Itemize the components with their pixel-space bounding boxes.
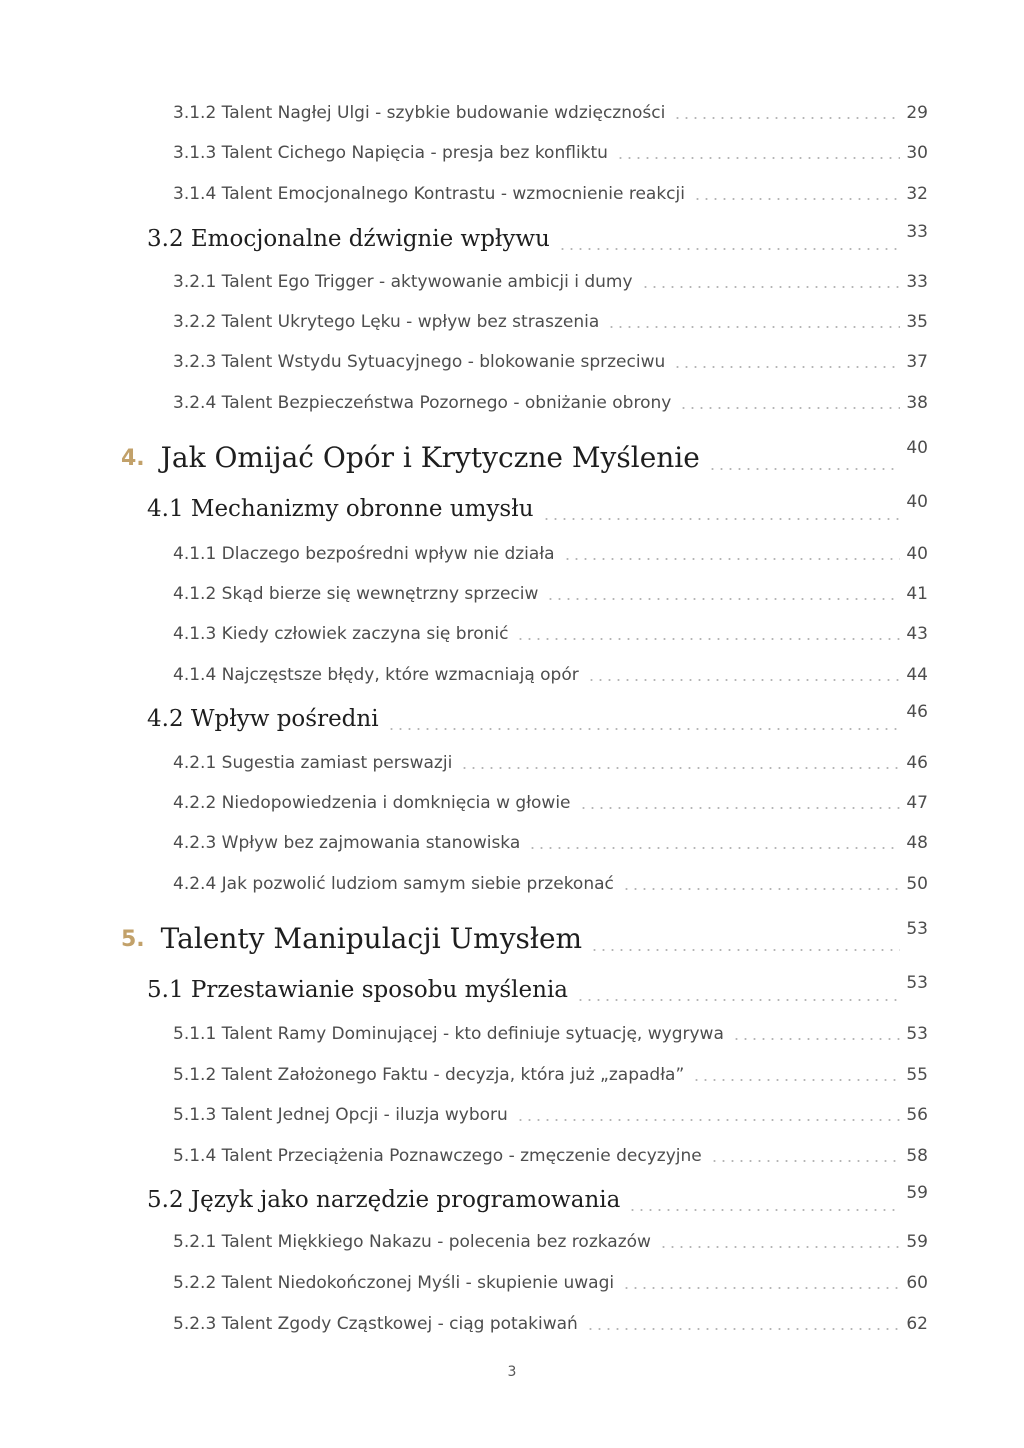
leader-dots — [587, 679, 901, 681]
toc-entry-label: 4.1.2 Skąd bierze się wewnętrzny sprzeciw — [173, 584, 539, 604]
toc-entry[interactable] — [173, 309, 928, 333]
toc-entry-page: 43 — [906, 624, 928, 644]
toc-entry-page: 47 — [906, 793, 928, 813]
leader-dots — [641, 286, 901, 288]
toc-entry-label: 5.2.2 Talent Niedokończonej Myśli - skupienie uwagi — [173, 1273, 615, 1293]
leader-dots — [542, 518, 901, 520]
toc-entry-page: 40 — [906, 544, 928, 564]
toc-entry-label: 3.2.4 Talent Bezpieczeństwa Pozornego - obniżanie obrony — [173, 393, 672, 413]
toc-entry[interactable] — [173, 662, 928, 686]
leader-dots — [387, 728, 901, 730]
leader-dots — [673, 366, 900, 368]
leader-dots — [708, 468, 901, 470]
toc-entry-label: 3.1.4 Talent Emocjonalnego Kontrastu - wzmocnienie reakcji — [173, 184, 685, 204]
toc-entry-page: 62 — [906, 1314, 928, 1334]
toc-chapter-page: 40 — [906, 438, 928, 458]
toc-entry-label: 4.1.3 Kiedy człowiek zaczyna się bronić — [173, 624, 509, 644]
toc-chapter-label: Talenty Manipulacji Umysłem — [160, 922, 583, 955]
leader-dots — [516, 1119, 901, 1121]
toc-entry[interactable] — [173, 541, 928, 565]
toc-entry-page: 56 — [906, 1105, 928, 1125]
toc-entry-label: 3.2.2 Talent Ukrytego Lęku - wpływ bez straszenia — [173, 312, 600, 332]
toc-entry-label: 5.1.3 Talent Jednej Opcji - iluzja wyboru — [173, 1105, 508, 1125]
toc-section[interactable] — [147, 1183, 928, 1215]
leader-dots — [679, 407, 900, 409]
toc-entry-page: 32 — [906, 184, 928, 204]
leader-dots — [558, 248, 900, 250]
toc-section[interactable] — [147, 702, 928, 734]
toc-entry-label: 5.1.2 Talent Założonego Faktu - decyzja, która już „zapadła” — [173, 1065, 685, 1085]
toc-entry-page: 38 — [906, 393, 928, 413]
toc-entry-page: 46 — [906, 753, 928, 773]
toc-entry[interactable] — [173, 750, 928, 774]
toc-entry-label: 4.1.4 Najczęstsze błędy, które wzmacniają opór — [173, 665, 579, 685]
toc-entry-label: 4.2.2 Niedopowiedzenia i domknięcia w głowie — [173, 793, 571, 813]
toc-entry-page: 29 — [906, 103, 928, 123]
leader-dots — [659, 1246, 900, 1248]
toc-chapter-page: 53 — [906, 919, 928, 939]
toc-section-page: 59 — [906, 1183, 928, 1203]
leader-dots — [516, 638, 900, 640]
toc-entry[interactable] — [173, 871, 928, 895]
toc-entry[interactable] — [173, 1311, 928, 1335]
chapter-number: 4. — [121, 446, 145, 471]
toc-entry[interactable] — [173, 269, 928, 293]
leader-dots — [590, 949, 900, 951]
toc-entry-label: 4.1.1 Dlaczego bezpośredni wpływ nie działa — [173, 544, 555, 564]
toc-entry-page: 44 — [906, 665, 928, 685]
toc-entry[interactable] — [173, 830, 928, 854]
toc-entry-label: 4.2.3 Wpływ bez zajmowania stanowiska — [173, 833, 521, 853]
chapter-number: 5. — [121, 927, 145, 952]
toc-entry-page: 55 — [906, 1065, 928, 1085]
leader-dots — [460, 767, 900, 769]
toc-chapter-label: Jak Omijać Opór i Krytyczne Myślenie — [160, 441, 700, 474]
toc-entry-page: 33 — [906, 272, 928, 292]
toc-entry[interactable] — [173, 1102, 928, 1126]
toc-entry-label: 5.1.4 Talent Przeciążenia Poznawczego - zmęczenie decyzyjne — [173, 1146, 702, 1166]
toc-entry-label: 4.2.1 Sugestia zamiast perswazji — [173, 753, 453, 773]
toc-chapter[interactable] — [121, 917, 928, 957]
toc-entry[interactable] — [173, 140, 928, 164]
toc-entry[interactable] — [173, 1062, 928, 1086]
toc-entry-label: 3.2.1 Talent Ego Trigger - aktywowanie ambicji i dumy — [173, 272, 633, 292]
toc-entry-page: 59 — [906, 1232, 928, 1252]
toc-section-page: 33 — [906, 222, 928, 242]
toc-entry-page: 35 — [906, 312, 928, 332]
toc-entry-label: 3.1.3 Talent Cichego Napięcia - presja bez konfliktu — [173, 143, 608, 163]
toc-entry-label: 5.2.3 Talent Zgody Cząstkowej - ciąg potakiwań — [173, 1314, 578, 1334]
leader-dots — [616, 157, 900, 159]
toc-entry[interactable] — [173, 181, 928, 205]
toc-entry[interactable] — [173, 390, 928, 414]
toc-entry-page: 30 — [906, 143, 928, 163]
toc-section-label: 5.2 Język jako narzędzie programowania — [147, 1187, 621, 1213]
leader-dots — [673, 117, 900, 119]
toc-section[interactable] — [147, 973, 928, 1005]
toc-section[interactable] — [147, 492, 928, 524]
toc-entry-label: 5.2.1 Talent Miękkiego Nakazu - polecenia bez rozkazów — [173, 1232, 651, 1252]
toc-entry-label: 5.1.1 Talent Ramy Dominującej - kto definiuje sytuację, wygrywa — [173, 1024, 724, 1044]
page-number: 3 — [507, 1364, 517, 1380]
toc-section-page: 46 — [906, 702, 928, 722]
toc-entry[interactable] — [173, 100, 928, 124]
toc-entry[interactable] — [173, 349, 928, 373]
leader-dots — [622, 888, 900, 890]
leader-dots — [579, 807, 901, 809]
leader-dots — [607, 326, 900, 328]
leader-dots — [628, 1209, 900, 1211]
toc-section-label: 5.1 Przestawianie sposobu myślenia — [147, 977, 569, 1003]
toc-section-label: 3.2 Emocjonalne dźwignie wpływu — [147, 226, 550, 252]
toc-entry-label: 3.2.3 Talent Wstydu Sytuacyjnego - blokowanie sprzeciwu — [173, 352, 666, 372]
toc-entry[interactable] — [173, 581, 928, 605]
toc-chapter[interactable] — [121, 436, 928, 476]
leader-dots — [732, 1038, 901, 1040]
toc-entry-page: 37 — [906, 352, 928, 372]
toc-entry[interactable] — [173, 790, 928, 814]
leader-dots — [586, 1328, 901, 1330]
toc-entry-page: 60 — [906, 1273, 928, 1293]
leader-dots — [710, 1160, 901, 1162]
toc-entry-label: 4.2.4 Jak pozwolić ludziom samym siebie przekonać — [173, 874, 614, 894]
leader-dots — [693, 198, 900, 200]
toc-entry-page: 41 — [906, 584, 928, 604]
toc-entry-page: 48 — [906, 833, 928, 853]
toc-entry[interactable] — [173, 1229, 928, 1253]
toc-section-label: 4.2 Wpływ pośredni — [147, 706, 379, 732]
leader-dots — [622, 1287, 900, 1289]
leader-dots — [563, 558, 901, 560]
leader-dots — [576, 999, 900, 1001]
leader-dots — [692, 1079, 900, 1081]
toc-section-label: 4.1 Mechanizmy obronne umysłu — [147, 496, 534, 522]
toc-entry[interactable] — [173, 1143, 928, 1167]
toc-entry-page: 50 — [906, 874, 928, 894]
toc-section[interactable] — [147, 222, 928, 254]
toc-entry-page: 53 — [906, 1024, 928, 1044]
toc-entry[interactable] — [173, 1021, 928, 1045]
leader-dots — [546, 598, 900, 600]
toc-section-page: 53 — [906, 973, 928, 993]
toc-section-page: 40 — [906, 492, 928, 512]
toc-entry-page: 58 — [906, 1146, 928, 1166]
toc-entry-label: 3.1.2 Talent Nagłej Ulgi - szybkie budowanie wdzięczności — [173, 103, 666, 123]
toc-entry[interactable] — [173, 621, 928, 645]
toc-entry[interactable] — [173, 1270, 928, 1294]
leader-dots — [528, 847, 900, 849]
